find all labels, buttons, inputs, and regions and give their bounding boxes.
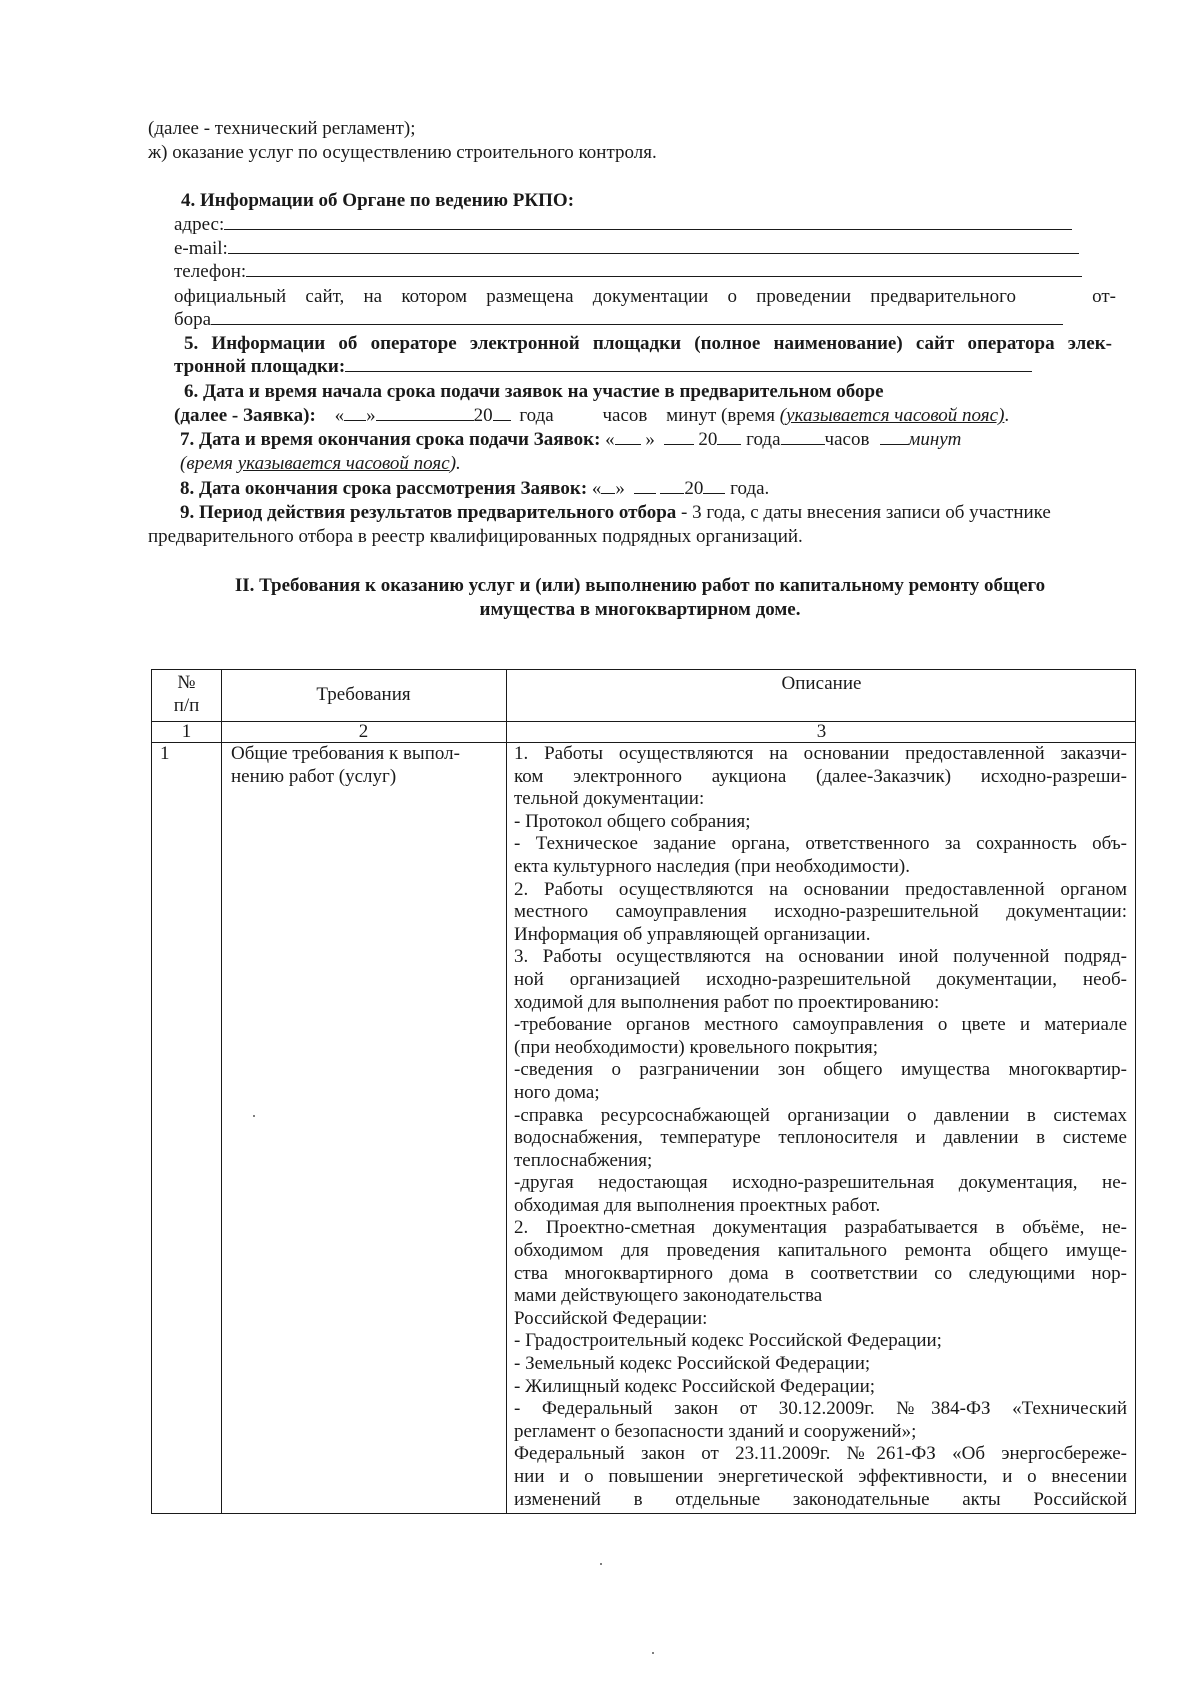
minutes-blank-7 [880, 428, 908, 445]
day-blank-8 [601, 477, 615, 494]
description-line: -сведения о разграничении зон общего имущества многоквартир- [514, 1059, 1127, 1081]
site-text-2: бора [174, 309, 212, 330]
col-number-3: 3 [816, 721, 827, 742]
site-text-end: от- [1092, 286, 1116, 307]
description-line: - Протокол общего собрания; [514, 810, 751, 832]
year-blank-8 [703, 477, 725, 494]
month-blank-8b [660, 477, 684, 494]
description-line: - Земельный кодекс Российской Федерации; [514, 1353, 871, 1375]
year-prefix: 20 [473, 405, 493, 426]
month-blank [376, 404, 474, 421]
address-field [224, 212, 1072, 230]
description-line: Информация об управляющей организации. [514, 923, 871, 945]
section-7-tz-text: указывается часовой пояс [237, 453, 450, 474]
row-1-req-line-1: Общие требования к выпол- [231, 743, 460, 764]
section-6-label: (далее - Заявка): [174, 405, 316, 426]
description-line: местного самоуправления исходно-разрешительной документации: [514, 901, 1127, 923]
description-line: - Градостроительный кодекс Российской Федерации; [514, 1330, 942, 1352]
phone-label: телефон: [174, 261, 247, 282]
description-line: -требование органов местного самоуправления о цвете и материале [514, 1014, 1127, 1036]
description-line: нии и о повышении энергетической эффективности, и о внесении [514, 1466, 1127, 1487]
minutes-word-7: минут [908, 429, 962, 450]
site-row-1 [174, 285, 1116, 308]
quote-close-7: » [645, 429, 655, 450]
hours-word-7: часов [824, 429, 870, 450]
month-blank-8a [634, 477, 656, 494]
section-5-row-2 [174, 355, 1032, 378]
scan-speck [600, 1563, 602, 1565]
description-line: обходимом для проведения капитального ремонта общего имуще- [514, 1240, 1127, 1262]
day-blank-7 [615, 428, 641, 445]
site-text: официальный сайт, на котором размещена документации о проведении предварительного [174, 286, 1016, 307]
header-requirements: Требования [316, 684, 411, 705]
section-5-line-2: тронной площадки: [174, 356, 346, 377]
section-8-label: 8. Дата окончания срока рассмотрения Заявок: [180, 478, 588, 499]
operator-field [345, 357, 1032, 372]
description-line: 2. Проектно-сметная документация разрабатывается в объёме, не- [514, 1217, 1127, 1239]
day-blank [344, 404, 366, 421]
site-field [211, 309, 1063, 325]
year-word: года [519, 405, 554, 426]
quote-open-7: « [605, 429, 615, 450]
header-num [152, 672, 221, 717]
description-line: ходимой для выполнения работ по проектированию: [514, 991, 940, 1013]
tz-text: (указывается часовой пояс) [779, 405, 1005, 426]
section-7-line-2-end: ). [449, 453, 461, 474]
table-col-divider-2 [506, 670, 507, 1513]
description-line: ного дома; [514, 1081, 600, 1103]
quote-open: « [334, 405, 345, 426]
section-6-line-1: 6. Дата и время начала срока подачи заявок на участие в предварительном оборе [184, 381, 884, 402]
section-9-bold: 9. Период действия результатов предварительного отбора [180, 502, 677, 523]
section-8-row [180, 477, 769, 500]
scan-speck [652, 1652, 654, 1654]
email-label: e-mail: [174, 238, 228, 259]
section-9-text: - 3 года, с даты внесения записи об участнике [676, 502, 1051, 523]
email-row [174, 236, 1079, 260]
intro-line-2: ж) оказание услуг по осуществлению строительного контроля. [148, 142, 657, 163]
description-line: - Федеральный закон от 30.12.2009г. №384-ФЗ «Технический [514, 1398, 1127, 1420]
table-col-divider-1 [221, 670, 222, 1513]
header-num-line-2: п/п [173, 694, 200, 716]
description-line: теплоснабжения; [514, 1149, 653, 1171]
hours-word: часов [602, 405, 648, 426]
year-blank [493, 404, 511, 421]
description-line: -другая недостающая исходно-разрешительная документация, не- [514, 1172, 1127, 1194]
description-line: - Техническое задание органа, ответственного за сохранность объ- [514, 833, 1127, 855]
description-line: мами действующего законодательства [514, 1285, 823, 1307]
year-word-8: года. [730, 478, 770, 499]
section-4-heading: 4. Информации об Органе по ведению РКПО: [181, 190, 575, 211]
row-1-req-line-2: нению работ (услуг) [231, 765, 397, 787]
requirements-table [151, 669, 1136, 1514]
year-prefix-8: 20 [684, 478, 704, 499]
hours-blank-7 [781, 428, 825, 445]
email-field [228, 236, 1079, 254]
month-blank-7 [664, 428, 694, 445]
section-9-line-2: предварительного отбора в реестр квалифицированных подрядных организаций. [148, 526, 803, 547]
section-7-row-2 [180, 452, 461, 475]
phone-row [174, 259, 1082, 283]
description-line: - Жилищный кодекс Российской Федерации; [514, 1375, 876, 1397]
description-line: ной организацией исходно-разрешительной документации, необ- [514, 968, 1127, 990]
scan-speck [253, 1115, 255, 1117]
site-row-2 [174, 308, 1063, 331]
quote-close-8: » [615, 478, 625, 499]
section-5-line-1: 5. Информации об операторе электронной площадки (полное наименование) сайт оператора элек- [184, 333, 1112, 354]
section-2-title-line-1: II. Требования к оказанию услуг и (или) выполнению работ по капитальному ремонту общего [234, 575, 1046, 596]
header-num-line-1: № [177, 672, 196, 693]
description-line: тельной документации: [514, 788, 705, 810]
header-description: Описание [781, 673, 862, 694]
section-7-label: 7. Дата и время окончания срока подачи Заявок: [180, 429, 601, 450]
phone-field [246, 259, 1082, 277]
description-line: ком электронного аукциона (далее-Заказчик) исходно-разреши- [514, 765, 1127, 787]
section-2-title-line-2: имущества в многоквартирном доме. [479, 599, 801, 620]
col-number-1: 1 [181, 721, 192, 742]
quote-close: » [366, 405, 376, 426]
description-line: 3. Работы осуществляются на основании иной полученной подряд- [514, 946, 1127, 968]
description-line: Федеральный закон от 23.11.2009г. №261-ФЗ «Об энергосбереже- [514, 1443, 1127, 1465]
year-blank-7 [717, 428, 741, 445]
description-line: ства многоквартирного дома в соответствии со следующими нор- [514, 1262, 1127, 1284]
address-label: адрес: [174, 214, 225, 235]
section-7-row-1 [180, 428, 961, 451]
section-7-line-2-prefix: (время [180, 453, 233, 474]
description-line: -справка ресурсоснабжающей организации о давлении в системах [514, 1104, 1127, 1126]
description-line: екта культурного наследия (при необходимости). [514, 855, 910, 877]
address-row [174, 212, 1072, 236]
row-1-requirements [231, 743, 460, 788]
tz-end: . [1004, 405, 1010, 426]
col-number-2: 2 [358, 721, 369, 742]
description-line: водоснабжения, температуре теплоносителя и давлении в системе [514, 1127, 1127, 1149]
section-9-line-1 [180, 501, 1051, 524]
description-line: 2. Работы осуществляются на основании предоставленной органом [514, 878, 1127, 900]
row-1-num: 1 [160, 743, 170, 764]
intro-line-1: (далее - технический регламент); [148, 118, 416, 139]
description-line: изменений в отдельные законодательные акты Российской [514, 1488, 1127, 1510]
minutes-text: минут (время [666, 405, 776, 426]
row-1-description [514, 743, 1127, 1511]
quote-open-8: « [591, 478, 602, 499]
section-6-row-2 [174, 404, 1009, 427]
description-line: обходимая для выполнения проектных работ. [514, 1194, 881, 1216]
year-word-7: года [746, 429, 781, 450]
description-line: регламент о безопасности зданий и сооружений»; [514, 1420, 917, 1442]
description-line: (при необходимости) кровельного покрытия; [514, 1036, 879, 1058]
year-prefix-7: 20 [698, 429, 718, 450]
description-line: 1. Работы осуществляются на основании предоставленной заказчи- [514, 743, 1127, 764]
description-line: Российской Федерации: [514, 1307, 708, 1329]
